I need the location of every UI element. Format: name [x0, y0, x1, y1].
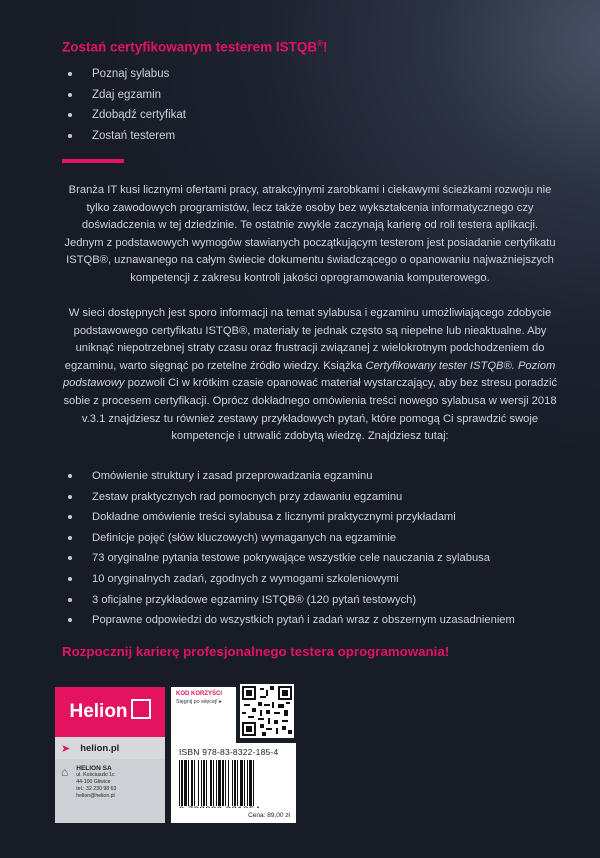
price-label: Cena: 89,00 zł — [171, 808, 296, 823]
isbn-label: ISBN 978-83-8322-185-4 — [179, 747, 279, 757]
cursor-icon: ➤ — [61, 742, 71, 755]
list-item: 3 oficjalne przykładowe egzaminy ISTQB® (120 pytań testowych) — [68, 590, 515, 611]
list-item: Zostań testerem — [68, 126, 186, 147]
features-list — [68, 466, 515, 631]
call-to-action: Rozpocznij karierę profesjonalnego testera oprogramowania! — [62, 644, 450, 659]
headline: Zostań certyfikowanym testerem ISTQB®! — [62, 39, 328, 55]
list-item: Definicje pojęć (słów kluczowych) wymaganych na egzaminie — [68, 528, 515, 549]
website-link[interactable]: helion.pl — [80, 742, 120, 754]
barcode-icon — [179, 760, 288, 806]
intro-paragraph: Branża IT kusi licznymi ofertami pracy, atrakcyjnymi zarobkami i ciekawymi ścieżkami rozwoju nie tylko zawodowych programistów, lecz także osoby bez wykształcenia informatycznego czy doświadczenia w tej dziedzinie. Te ostatnie zwykle zaczynają karierę od roli testera aplikacji. Jednym z podstawowych wymogów stawianych początkującym testerom jest posiadanie certyfikatu ISTQB®, uznawanego na całym świecie dokumentu świadczącego o opanowaniu najważniejszych kompetencji z zakresu kontroli jakości oprogramowania komputerowego. — [64, 184, 556, 284]
list-item: Poznaj sylabus — [68, 64, 186, 85]
top-list — [68, 64, 186, 146]
list-item: Omówienie struktury i zasad przeprowadzania egzaminu — [68, 466, 515, 487]
list-item: Zestaw praktycznych rad pomocnych przy zdawaniu egzaminu — [68, 487, 515, 508]
publisher-block — [55, 687, 165, 823]
qr-code-icon[interactable] — [240, 684, 294, 738]
accent-divider — [62, 159, 124, 163]
list-item: 10 oryginalnych zadań, zgodnych z wymogami szkoleniowymi — [68, 569, 515, 590]
website-row[interactable] — [55, 737, 165, 759]
list-item: 73 oryginalne pytania testowe pokrywające wszystkie cele nauczania z sylabusa — [68, 548, 515, 569]
publisher-address: HELION SA ul. Kościuszki 1c 44-100 Gliwice tel.: 32 230 98 63 helion@helion.pl — [76, 765, 117, 799]
list-item: Zdobądź certyfikat — [68, 105, 186, 126]
list-item: Zdaj egzamin — [68, 85, 186, 106]
address-row — [55, 759, 165, 823]
list-item: Poprawne odpowiedzi do wszystkich pytań i zadań wraz z obszernym uzasadnieniem — [68, 610, 515, 631]
list-item: Dokładne omówienie treści sylabusa z licznymi praktycznymi przykładami — [68, 507, 515, 528]
description-paragraph: W sieci dostępnych jest sporo informacji na temat sylabusa i egzaminu umożliwiającego zdobycie podstawowego certyfikatu ISTQB®, materiały te jednak często są niepełne lub nieaktualne. Aby uniknąć niepotrzebnej straty czasu oraz frustracji związanej z wielokrotnym podchodzeniem do egzaminu, warto sięgnąć po rzetelne źródło wiedzy. Książka Certyfikowany tester ISTQB®. Poziom podstawowy pozwoli Ci w krótkim czasie opanować materiał wystarczający, aby bez stresu poradzić sobie z procesem certyfikacji. Oprócz dokładnego omówienia treści nowego sylabusa w wersji 2018 v.3.1 znajdziesz tu również zestawy przykładowych pytań, które pomogą Ci sprawdzić swoje kompetencje i utrwalić zdobytą wiedzę. Znajdziesz tutaj: — [62, 307, 558, 443]
logo-mark-icon — [131, 699, 151, 719]
building-icon: ⌂ — [61, 765, 69, 779]
helion-logo: Helion — [55, 687, 165, 737]
benefit-code-box: KOD KORZYŚCI Sięgnij po więcej! ▸ — [171, 687, 236, 743]
